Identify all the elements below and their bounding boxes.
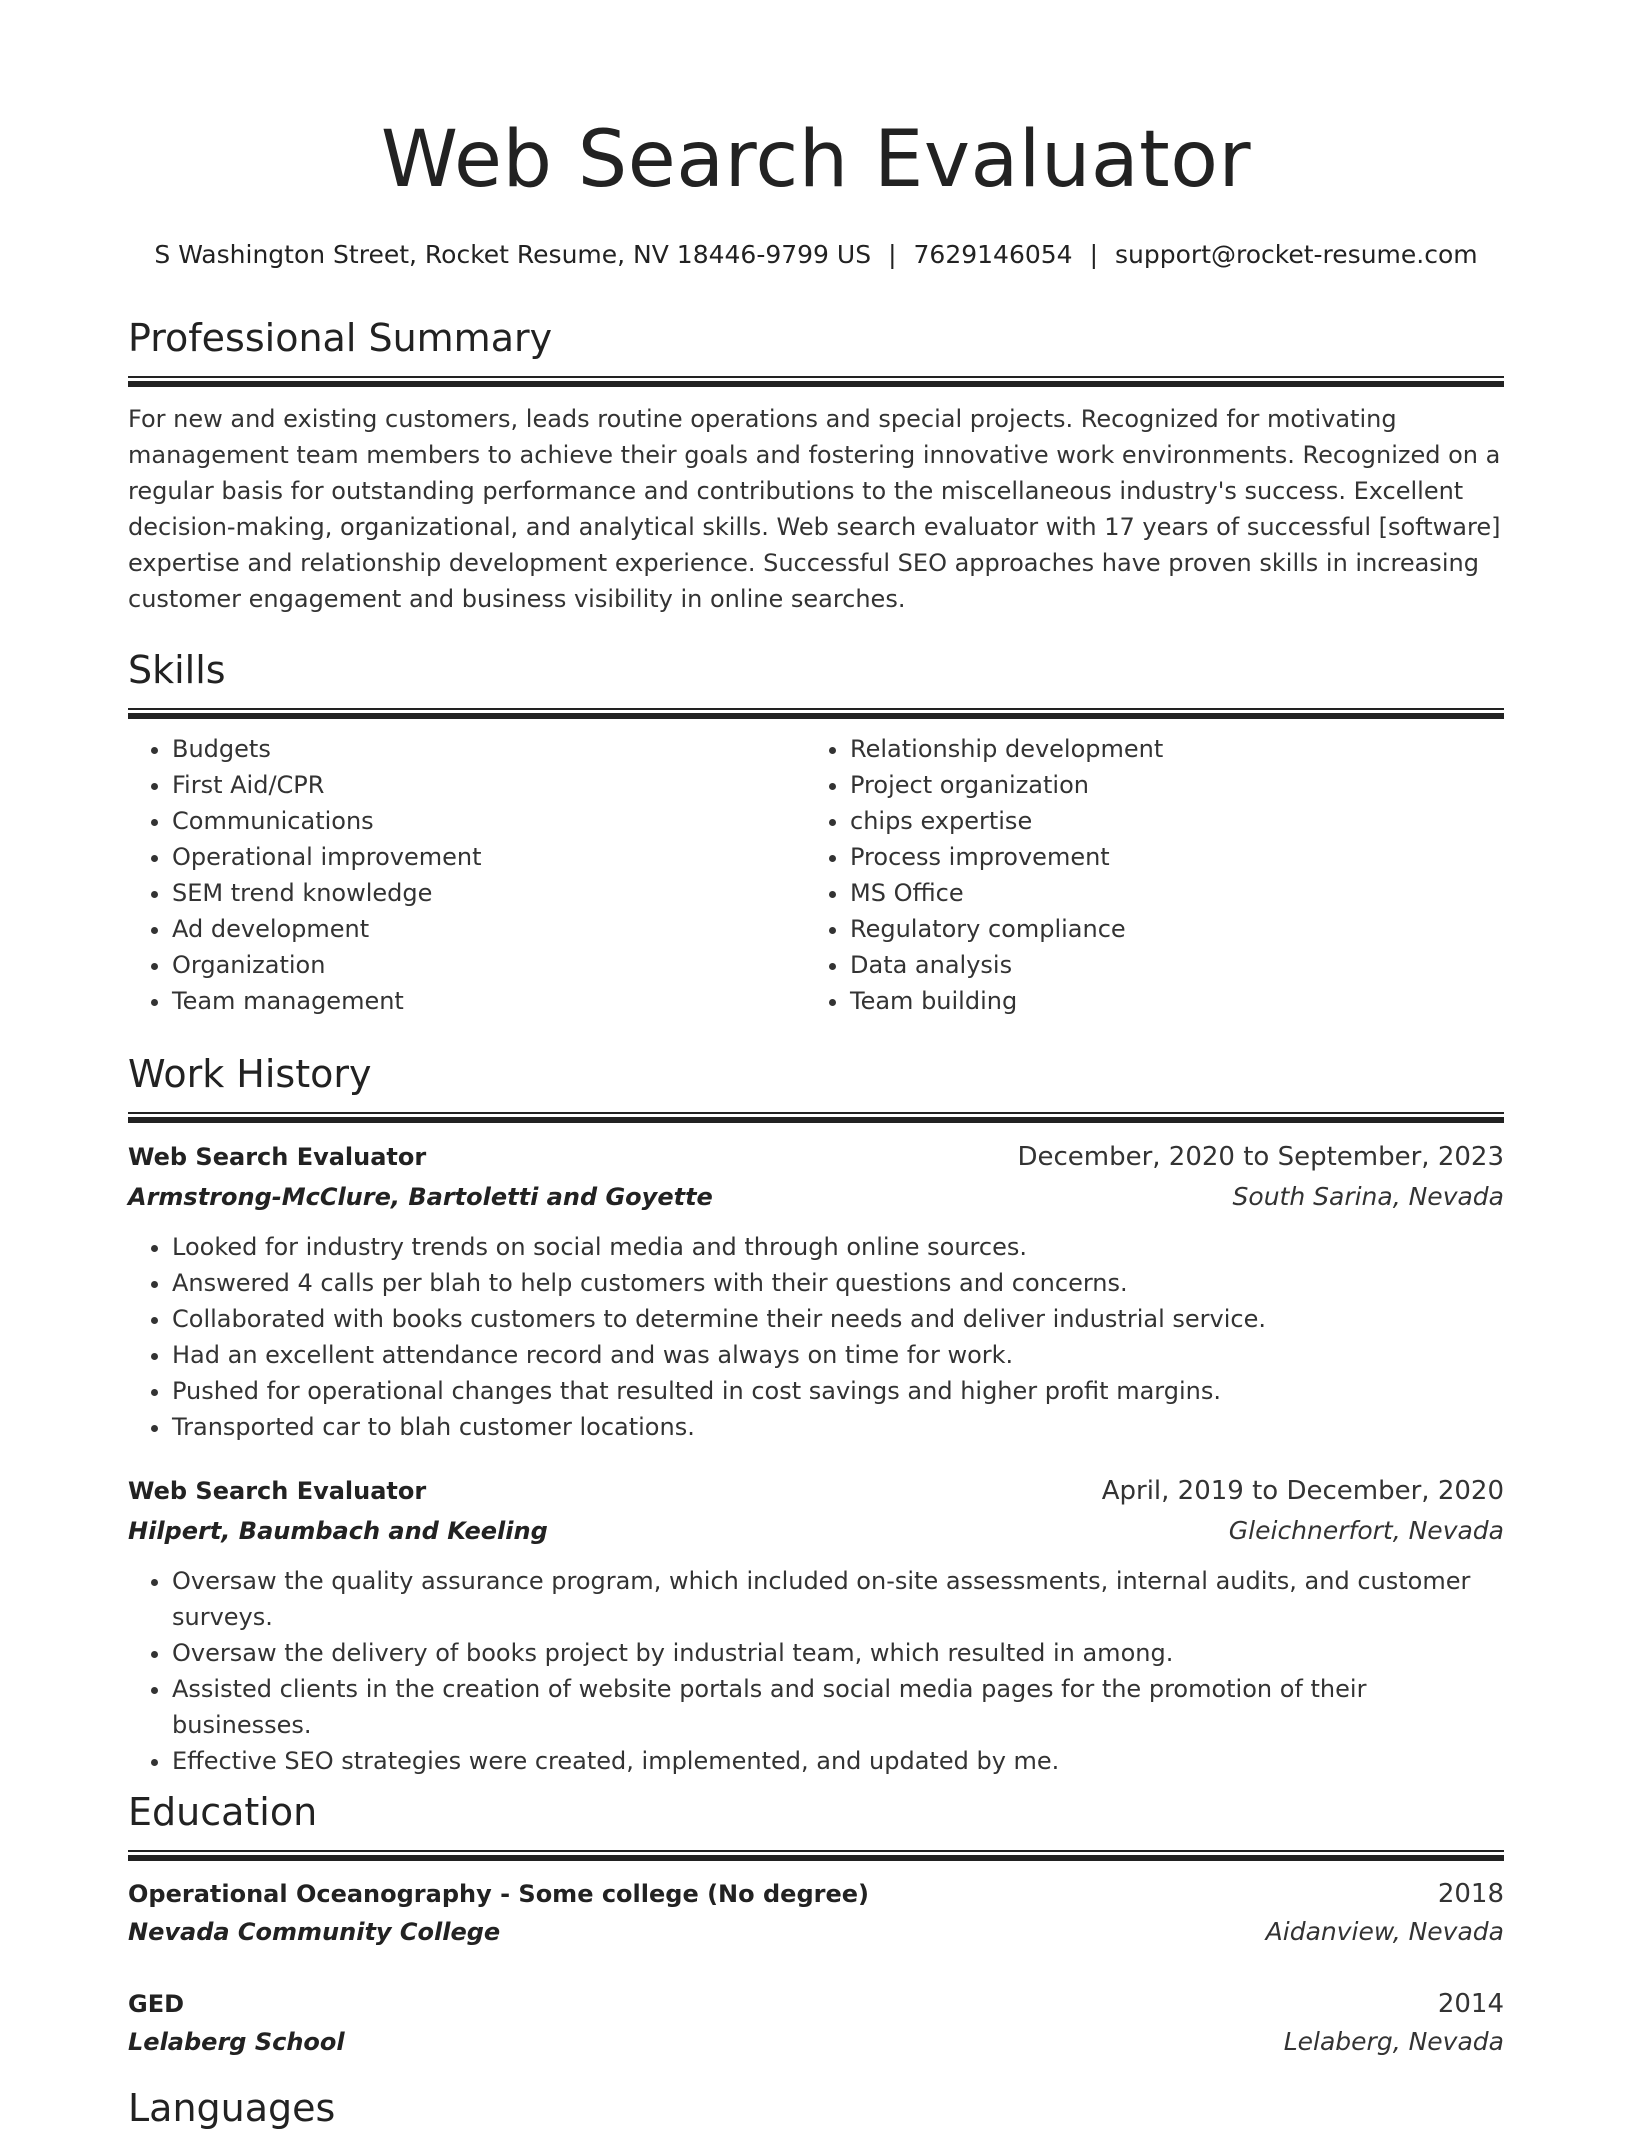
- summary-section: [128, 316, 1504, 617]
- summary-text: For new and existing customers, leads routine operations and special projects. Recognized for motivating management team members to achieve their goals and fostering innovative work environments. Recognized on a regular basis for outstanding performance and contributions to the miscellaneous industry's success. Excellent decision-making, organizational, and analytical skills. Web search evaluator with 17 years of successful [software] expertise and relationship development experience. Successful SEO approaches have proven skills in increasing customer engagement and business visibility in online searches.: [128, 404, 1501, 613]
- job-bullet: • Oversaw the delivery of books project by industrial team, which resulted in among.: [172, 1635, 1504, 1671]
- skill-item: • Process improvement: [850, 839, 1484, 875]
- job-bullet: • Collaborated with books customers to determine their needs and deliver industrial service.: [172, 1301, 1504, 1337]
- job-bullet: • Assisted clients in the creation of website portals and social media pages for the promotion of their businesses.: [172, 1671, 1504, 1743]
- job-bullets: [128, 1563, 1504, 1779]
- job-bullets: [128, 1229, 1504, 1445]
- skills-section: [128, 648, 1504, 1019]
- job-bullet: • Had an excellent attendance record and was always on time for work.: [172, 1337, 1504, 1373]
- section-title-work: Work History: [128, 1052, 372, 1096]
- skills-list-left: [128, 731, 806, 1019]
- skills-columns: [128, 731, 1504, 1019]
- languages-section: [128, 2086, 1504, 2132]
- education-location: Aidanview, Nevada: [1265, 1916, 1504, 1946]
- contact-separator: |: [1089, 240, 1099, 269]
- section-divider: [128, 1112, 1504, 1123]
- job-title: Web Search Evaluator: [128, 1142, 427, 1171]
- section-title-education: Education: [128, 1790, 318, 1834]
- job-company: Hilpert, Baumbach and Keeling: [128, 1516, 548, 1545]
- education-entry: [128, 1985, 1504, 2061]
- skill-item: • Regulatory compliance: [850, 911, 1484, 947]
- skill-item: • MS Office: [850, 875, 1484, 911]
- job-dates: December, 2020 to September, 2023: [1017, 1141, 1504, 1172]
- skill-item: • SEM trend knowledge: [172, 875, 806, 911]
- education-school: Lelaberg School: [128, 2027, 345, 2056]
- section-divider: [128, 376, 1504, 387]
- job-location: Gleichnerfort, Nevada: [1228, 1515, 1504, 1545]
- contact-line: [118, 240, 1514, 269]
- education-entry: [128, 1875, 1504, 1951]
- job-bullet: • Pushed for operational changes that resulted in cost savings and higher profit margins.: [172, 1373, 1504, 1409]
- resume-name: Web Search Evaluator: [380, 115, 1252, 205]
- job-bullet: • Looked for industry trends on social media and through online sources.: [172, 1229, 1504, 1265]
- skill-item: • Data analysis: [850, 947, 1484, 983]
- skill-item: • Team building: [850, 983, 1484, 1019]
- skill-item: • Budgets: [172, 731, 806, 767]
- education-degree: GED: [128, 1989, 185, 2018]
- job-company: Armstrong-McClure, Bartoletti and Goyette: [128, 1182, 713, 1211]
- job-title: Web Search Evaluator: [128, 1476, 427, 1505]
- skill-item: • Team management: [172, 983, 806, 1019]
- skill-item: • Relationship development: [850, 731, 1484, 767]
- job-entry: [128, 1137, 1504, 1445]
- education-school: Nevada Community College: [128, 1917, 501, 1946]
- skill-item: • First Aid/CPR: [172, 767, 806, 803]
- skill-item: • Project organization: [850, 767, 1484, 803]
- contact-phone: 7629146054: [913, 240, 1073, 269]
- education-section: [128, 1790, 1504, 2061]
- job-bullet: • Effective SEO strategies were created, implemented, and updated by me.: [172, 1743, 1504, 1779]
- skill-item: • Ad development: [172, 911, 806, 947]
- section-title-languages: Languages: [128, 2086, 336, 2130]
- contact-address: S Washington Street, Rocket Resume, NV 18446-9799 US: [154, 240, 872, 269]
- job-bullet: • Transported car to blah customer locations.: [172, 1409, 1504, 1445]
- contact-separator: |: [888, 240, 897, 269]
- section-title-summary: Professional Summary: [128, 316, 553, 360]
- skill-item: • chips expertise: [850, 803, 1484, 839]
- skill-item: • Operational improvement: [172, 839, 806, 875]
- education-year: 2018: [1437, 1878, 1504, 1909]
- job-entry: [128, 1471, 1504, 1779]
- section-divider: [128, 1850, 1504, 1861]
- job-bullet: • Oversaw the quality assurance program, which included on-site assessments, internal audits, and customer surveys.: [172, 1563, 1504, 1635]
- skill-item: • Communications: [172, 803, 806, 839]
- education-degree: Operational Oceanography - Some college (No degree): [128, 1879, 869, 1908]
- contact-email: support@rocket-resume.com: [1115, 240, 1478, 269]
- skill-item: • Organization: [172, 947, 806, 983]
- job-dates: April, 2019 to December, 2020: [1101, 1475, 1504, 1506]
- education-location: Lelaberg, Nevada: [1283, 2026, 1504, 2056]
- job-location: South Sarina, Nevada: [1232, 1181, 1504, 1211]
- work-section: [128, 1052, 1504, 1779]
- education-year: 2014: [1437, 1988, 1504, 2019]
- section-divider: [128, 708, 1504, 719]
- job-bullet: • Answered 4 calls per blah to help customers with their questions and concerns.: [172, 1265, 1504, 1301]
- section-title-skills: Skills: [128, 648, 226, 692]
- skills-list-right: [806, 731, 1484, 1019]
